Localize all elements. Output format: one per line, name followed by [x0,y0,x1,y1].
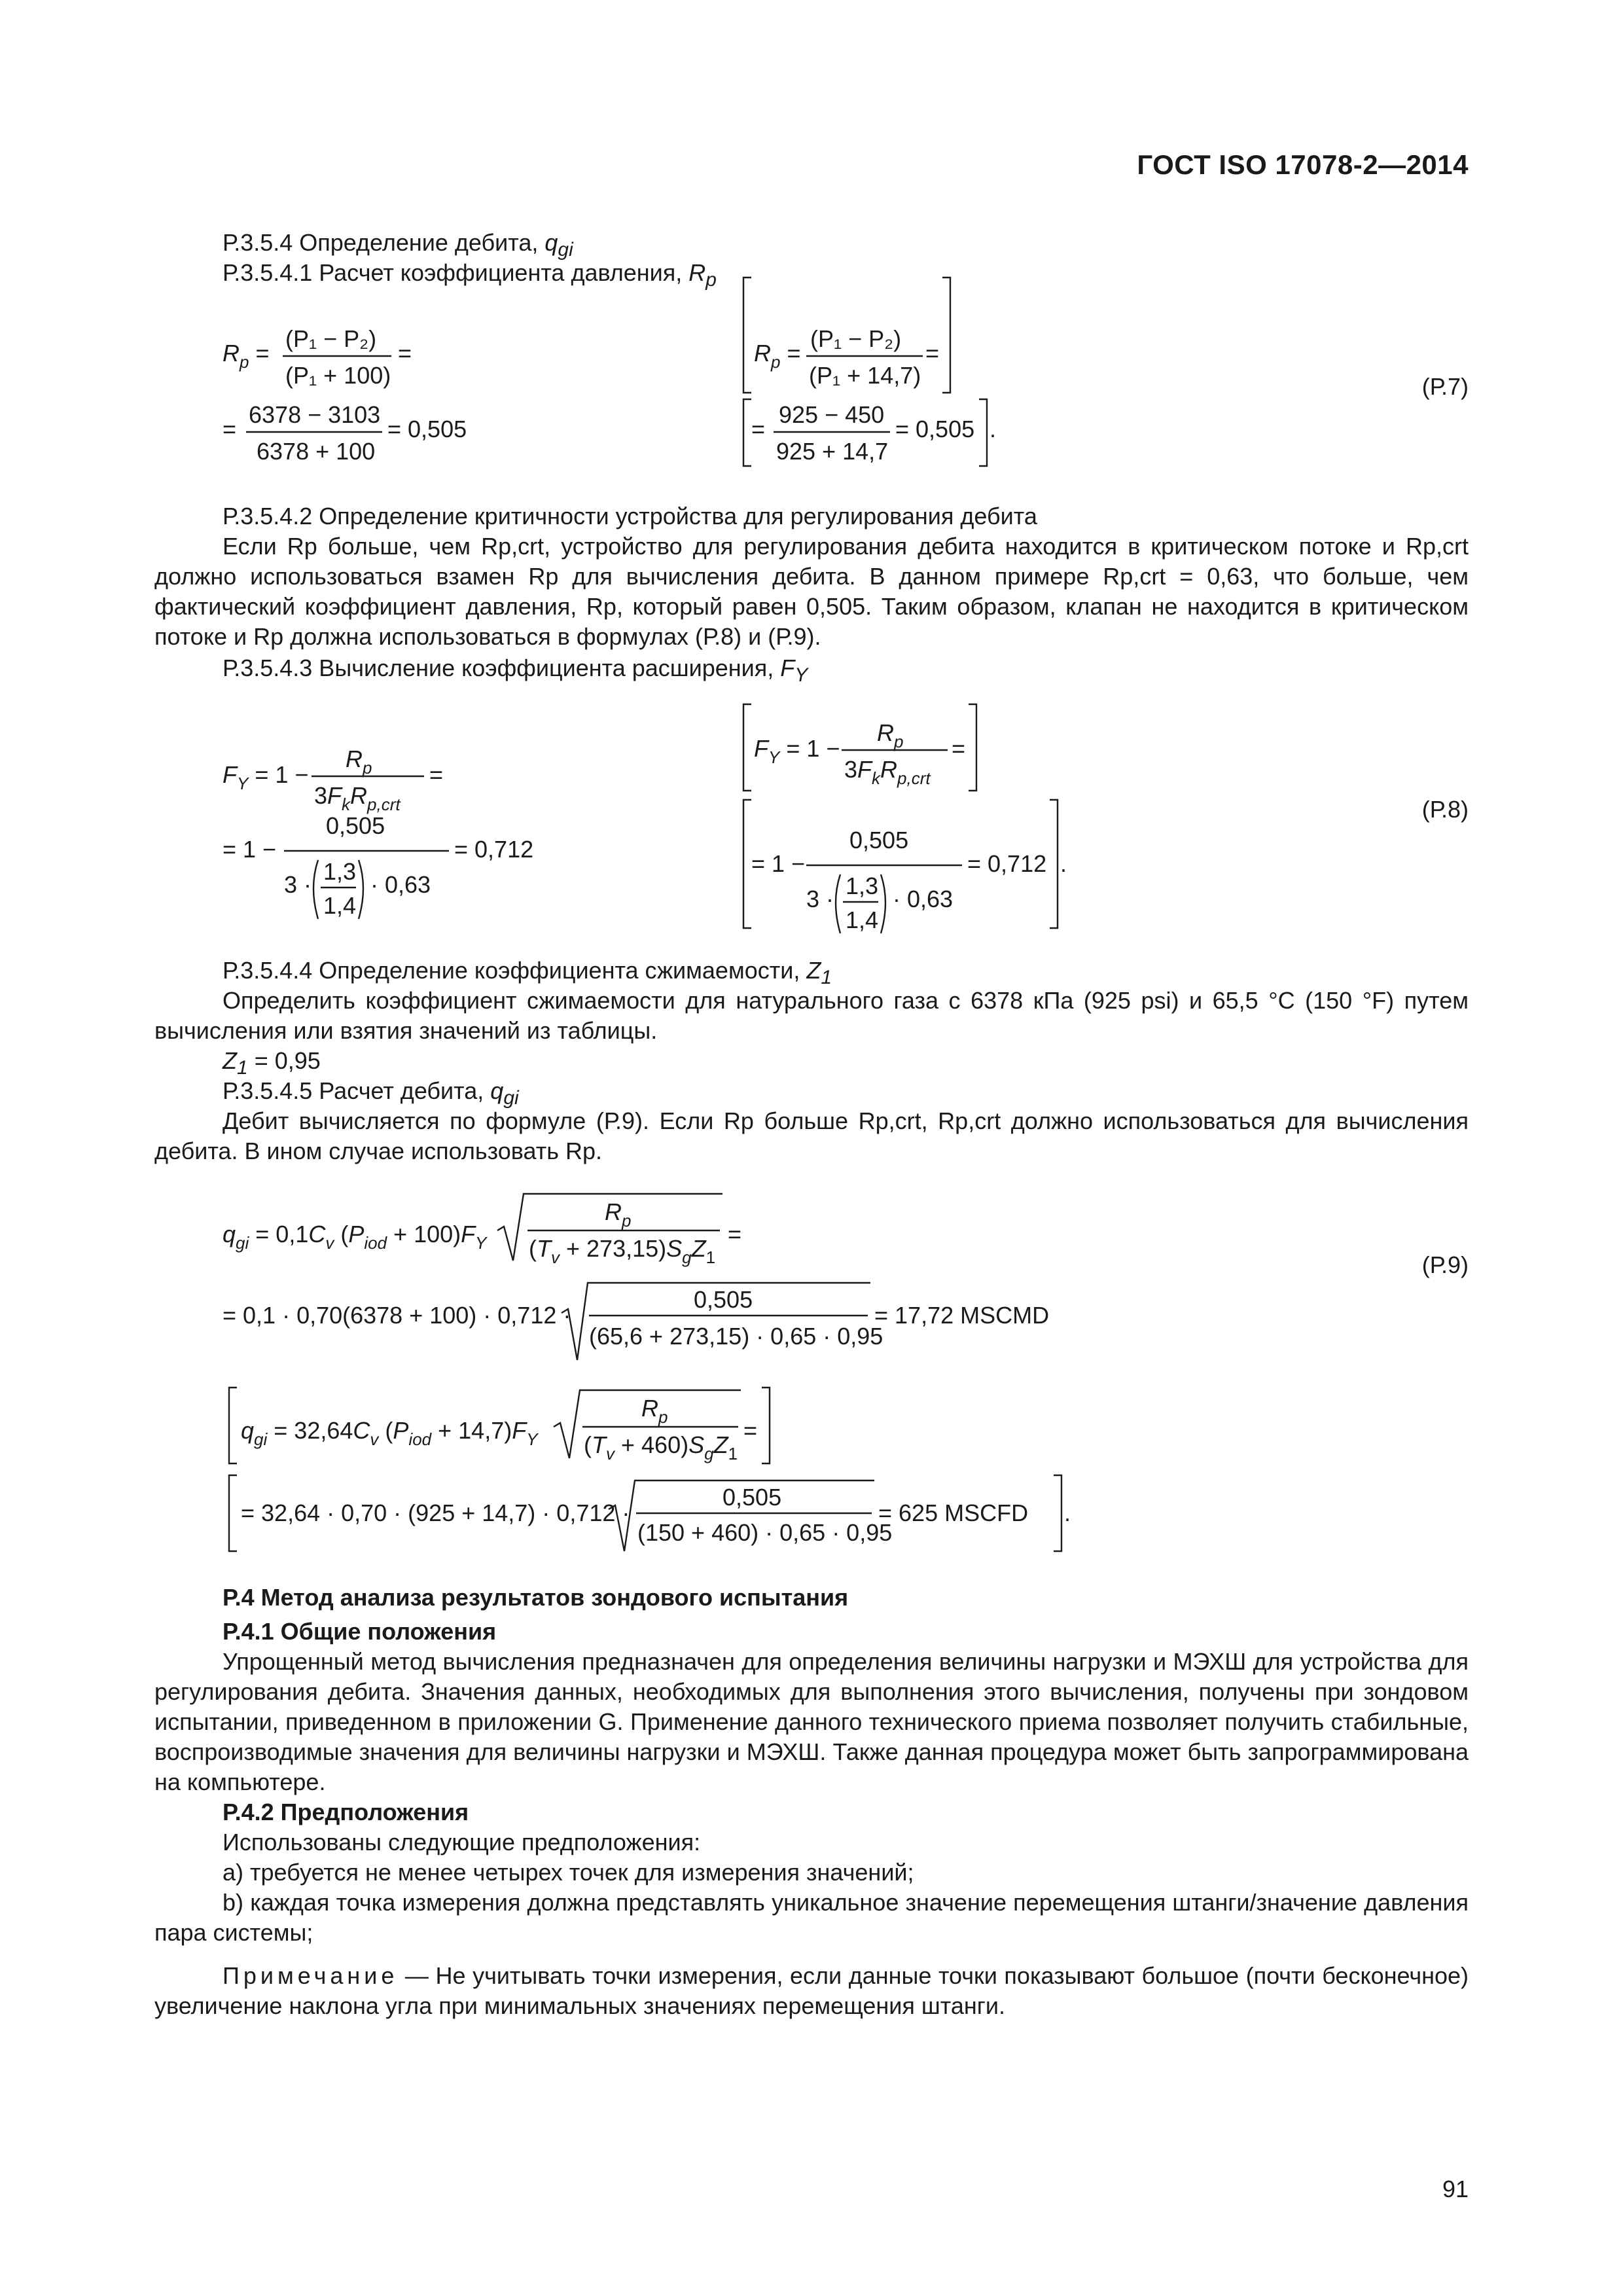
equation-number-p8: (Р.8) [1421,796,1469,823]
p8-us-line2-coef: 3 · [806,886,834,912]
p8-equals: = [429,761,444,788]
p8-us-inner-den: 1,4 [846,906,879,933]
p7-us-period: . [990,416,997,442]
list-item-b: b) каждая точка измерения должна представлять уникальное значение перемещения штанги/значение давления пара системы; [154,1889,1469,1946]
p9-us-denominator: $(T_v + 460)S_gZ_1$ [584,1431,738,1463]
p8-us-denominator: $3F_kR_{p,crt}$ [844,756,931,788]
p7-us-equals-2: = [751,416,766,442]
p7-si-equals: = [398,340,412,367]
p8-numerator: $R_p$ [346,745,372,778]
p8-denominator: $3F_kR_{p,crt}$ [314,782,401,814]
subsection-title-p4-2: Р.4.2 Предположения [223,1799,469,1825]
p9-si-numerator: $R_p$ [605,1198,632,1230]
p7-us-lhs: $R_p$ = [754,340,801,372]
subsection-title-p3-5-4-5: Р.3.5.4.5 Расчет дебита, $q_{gi}$ [223,1077,519,1109]
p8-us-inner-num: 1,3 [846,872,879,899]
p7-si-denominator: (P₁ + 100) [285,362,391,389]
subsection-title-p3-5-4-4: Р.3.5.4.4 Определение коэффициента сжимаемости, $Z_1$ [223,957,832,989]
p9-us-bracket-right-1 [762,1388,770,1463]
p8-line2-num: 0,505 [326,812,385,839]
p7-us-line2-den: 925 + 14,7 [776,438,889,465]
p8-inner-num: 1,3 [323,858,357,885]
p9-si-line2-lhs: = 0,1 · 0,70(6378 + 100) · 0,712 · [223,1302,571,1329]
paragraph-criticality: Если Rp больше, чем Rp,crt, устройство для регулирования дебита находится в критическом потоке и Rp,crt должно использоваться взамен Rp для вычисления дебита. В данном примере Rp,crt = 0,63, что больше, чем фактический коэффициент давления, Rp, который равен 0,505. Таким образом, клапан не находится в критическом потоке и Rp должна использоваться в формулах (Р.8) и (Р.9). [154,533,1469,650]
p9-si-line1: $q_{gi} = 0,1C_v$ $(P_{iod} + 100)F_Y$ [223,1221,487,1253]
assumptions-intro: Использованы следующие предположения: [223,1829,701,1856]
p9-us-line2-num: 0,505 [722,1484,782,1511]
p8-us-line2-num: 0,505 [849,827,909,853]
subsection-title-p4-1: Р.4.1 Общие положения [223,1618,497,1645]
subsection-title-p3-5-4-3: Р.3.5.4.3 Вычисление коэффициента расширения, $F_Y$ [223,655,808,687]
p7-us-denominator: (P₁ + 14,7) [809,362,921,389]
list-item-a: а) требуется не менее четырех точек для измерения значений; [223,1859,914,1886]
p9-us-result: = 625 MSCFD [878,1499,1029,1526]
p9-us-bracket-left-2 [229,1475,237,1551]
p7-si-result: = 0,505 [387,416,467,442]
equation-number-p9: (Р.9) [1421,1251,1469,1278]
p7-us-equals: = [925,340,940,367]
p8-line2-coef: 3 · [284,871,312,898]
p9-us-equals: = [743,1417,758,1444]
paragraph-general: Упрощенный метод вычисления предназначен для определения величины нагрузки и МЭХШ для устройства для регулирования дебита. Значения данных, необходимых для выполнения этого вычисления, получены при зондовом испытании, приведенном в приложении G. Применение данного технического приема позволяет получить стабильные, воспроизводимые значения для величины нагрузки и МЭХШ. Также данная процедура может быть запрограммирована на компьютере. [154,1648,1469,1795]
p8-us-lhs: $F_Y = 1$ − [754,735,840,767]
p7-us-result: = 0,505 [895,416,975,442]
subsection-title-p3-5-4-1: Р.3.5.4.1 Расчет коэффициента давления, $R_p$ [223,259,717,291]
p8-us-numerator: $R_p$ [877,719,904,751]
section-title-p3-5-4: Р.3.5.4 Определение дебита, $q_{gi}$ [223,229,573,261]
p7-us-numerator: (P₁ − P₂) [810,325,902,352]
p7-lhs: $R_p$ = [223,340,270,372]
p8-inner-den: 1,4 [323,892,357,919]
p8-line2-tail: · 0,63 [370,871,431,898]
p9-si-denominator: $(T_v + 273,15)S_gZ_1$ [529,1235,716,1267]
p9-si-line2-den: (65,6 + 273,15) · 0,65 · 0,95 [589,1323,883,1350]
p8-us-line2-one-minus: = 1 − [751,850,806,877]
p9-us-line2-den: (150 + 460) · 0,65 · 0,95 [637,1519,893,1546]
p7-si-line2-num: 6378 − 3103 [249,401,381,428]
standard-header: ГОСТ ISO 17078-2—2014 [1137,149,1469,180]
p9-us-bracket-right-2 [1054,1475,1061,1551]
section-title-p4: Р.4 Метод анализа результатов зондового испытания [223,1584,849,1611]
p8-lhs: $F_Y = 1$ − [223,761,309,793]
p7-si-line2-den: 6378 + 100 [257,438,376,465]
p9-us-period: . [1064,1499,1071,1526]
p9-us-line2-lhs: = 32,64 · 0,70 · (925 + 14,7) · 0,712 · [241,1499,630,1526]
p8-us-equals: = [952,735,966,762]
compressibility-value: $Z_1 = 0,95$ [223,1047,321,1079]
page-number: 91 [1442,2176,1469,2202]
p9-si-line2-num: 0,505 [694,1286,753,1313]
p9-si-result: = 17,72 MSCMD [874,1302,1050,1329]
p8-line2-one-minus: = 1 − [223,836,277,863]
subsection-title-p3-5-4-2: Р.3.5.4.2 Определение критичности устройства для регулирования дебита [223,503,1037,529]
paragraph-compressibility: Определить коэффициент сжимаемости для натурального газа с 6378 кПа (925 psi) и 65,5 °С (150 °F) путем вычисления или взятия значений из таблицы. [154,987,1469,1044]
paragraph-flow-rate: Дебит вычисляется по формуле (Р.9). Если Rp больше Rp,crt, Rp,crt должно использоваться для вычисления дебита. В ином случае использовать Rp. [154,1107,1469,1164]
equation-number-p7: (Р.7) [1421,373,1469,400]
note: Примечание — Не учитывать точки измерения, если данные точки показывают большое (почти бесконечное) увеличение наклона угла при минимальных значениях перемещения штанги. [154,1962,1469,2019]
p8-us-result: = 0,712 [967,850,1047,877]
p7-si-numerator: (P₁ − P₂) [285,325,377,352]
p9-si-equals: = [728,1221,742,1247]
p7-us-line2-num: 925 − 450 [779,401,885,428]
p8-us-period: . [1060,850,1067,877]
p9-us-line1: $q_{gi} = 32,64C_v$ $(P_{iod} + 14,7)F_Y$ [241,1417,538,1449]
p9-us-numerator: $R_p$ [641,1395,668,1427]
p7-si-equals-2: = [223,416,237,442]
p8-result: = 0,712 [454,836,534,863]
p9-us-bracket-left-1 [229,1388,237,1463]
p8-us-line2-tail: · 0,63 [893,886,954,912]
